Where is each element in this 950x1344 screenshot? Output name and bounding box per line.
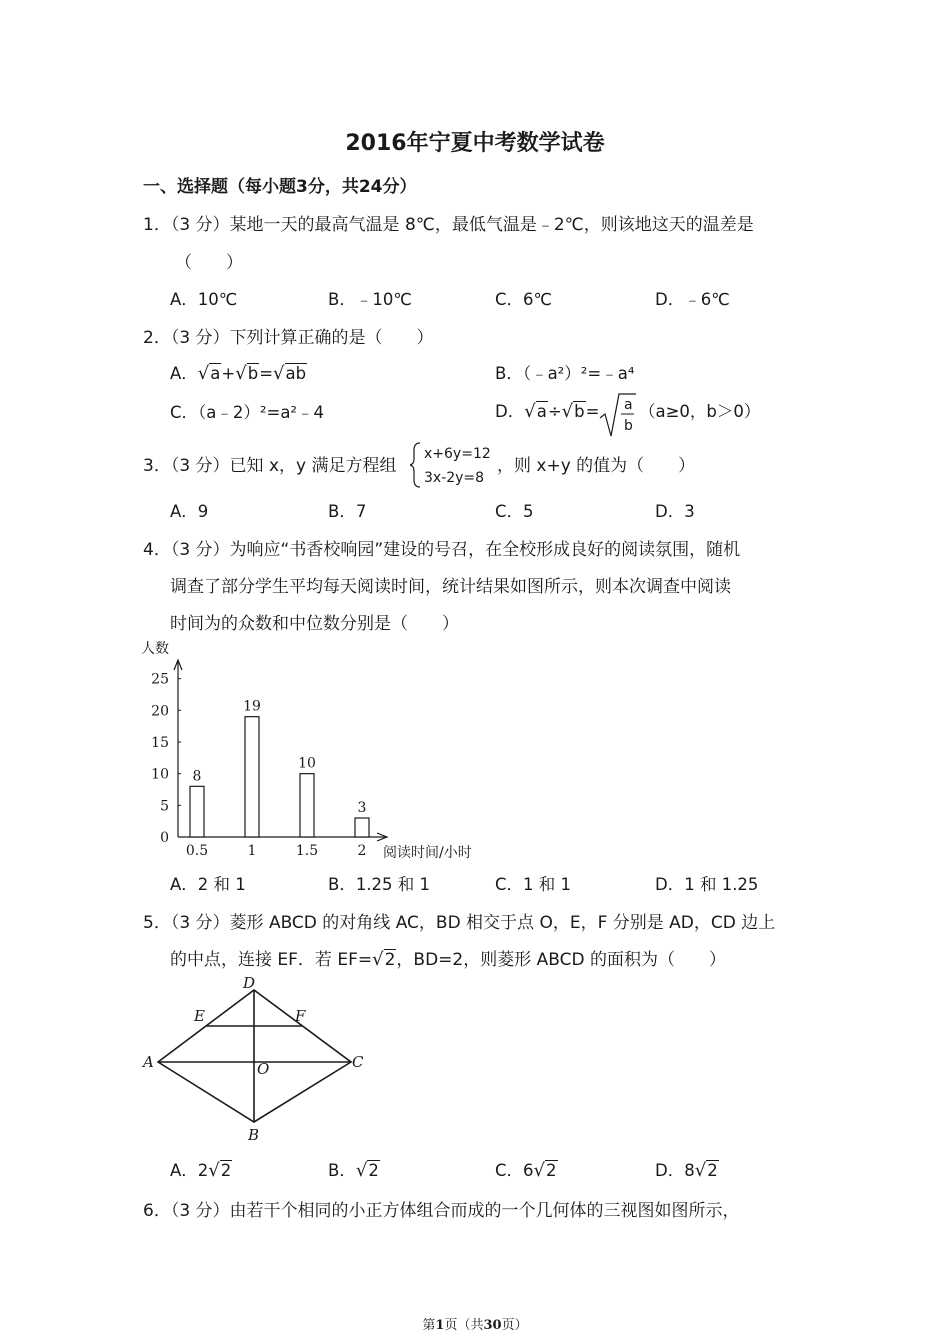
sqrt-symbol: √a — [524, 401, 547, 422]
label-f: F — [295, 1007, 306, 1025]
radicand: 2 — [707, 1161, 718, 1180]
footer-page-number: 1 — [435, 1318, 445, 1333]
q3-stem: 3．（3 分）已知 x，y 满足方程组 — [143, 456, 397, 476]
bar-value-label: 3 — [357, 800, 367, 816]
q5-option-d-label: D．8 — [655, 1161, 695, 1180]
y-axis-label: 人数 — [141, 641, 169, 657]
label-a: A — [143, 1053, 154, 1071]
sqrt-symbol: √2 — [694, 1160, 718, 1181]
sqrt-symbol: √2 — [355, 1160, 379, 1181]
footer-total-pages: 30 — [483, 1318, 502, 1333]
radicand: a — [536, 402, 547, 421]
sqrt-symbol: √2 — [533, 1160, 557, 1181]
fraction-numerator: a — [624, 397, 633, 413]
bar-value-label: 10 — [298, 755, 316, 772]
operator: + — [221, 364, 236, 383]
radicand: 2 — [368, 1161, 379, 1180]
q4-option-b: B．1.25 和 1 — [328, 875, 431, 894]
q5-option-a-label: A．2 — [170, 1161, 209, 1180]
q5-line-2-post: ，BD=2，则菱形 ABCD 的面积为（ ） — [396, 950, 726, 970]
q1-paren: （ ） — [175, 253, 243, 273]
q5-line-2-pre: 的中点，连接 EF．若 EF= — [170, 950, 373, 970]
q4-line-3: 时间为的众数和中位数分别是（ ） — [170, 614, 459, 634]
equation-1: x+6y=12 — [424, 446, 491, 462]
q2-option-a — [170, 360, 307, 384]
radicand: a — [210, 364, 221, 383]
equation-2: 3x-2y=8 — [424, 470, 485, 486]
sqrt-symbol: √a — [197, 363, 221, 384]
y-tick-label: 5 — [160, 798, 169, 815]
sqrt-symbol: √2 — [372, 949, 396, 970]
radicand: b — [247, 364, 259, 383]
q4-line-1: 4．（3 分）为响应“书香校响园”建设的号召，在全校形成良好的阅读氛围，随机 — [143, 540, 741, 560]
bar — [300, 774, 314, 837]
label-b: B — [248, 1126, 260, 1144]
x-tick-label: 1 — [247, 843, 257, 859]
y-tick-label: 15 — [151, 735, 169, 751]
left-brace — [410, 443, 420, 487]
q5-option-b — [328, 1157, 380, 1181]
operator: ÷ — [547, 402, 562, 421]
q5-option-b-label: B． — [328, 1161, 356, 1180]
q4-option-d: D．1 和 1.25 — [655, 875, 759, 894]
section-heading: 一、选择题（每小题3分，共24分） — [143, 177, 417, 197]
q4-option-c: C．1 和 1 — [495, 875, 572, 894]
y-tick-label: 10 — [151, 766, 169, 783]
q1-option-d: D．﹣6℃ — [655, 290, 730, 309]
radicand: 2 — [384, 950, 396, 970]
q3-option-b: B．7 — [328, 502, 367, 521]
label-o: O — [257, 1060, 270, 1078]
sqrt-symbol: √2 — [208, 1160, 232, 1181]
q1-stem: 1．（3 分）某地一天的最高气温是 8℃，最低气温是﹣2℃，则该地这天的温差是 — [143, 215, 754, 235]
bar-value-label: 8 — [192, 768, 202, 785]
radicand: ab — [285, 364, 307, 383]
q4-option-a: A．2 和 1 — [170, 875, 246, 894]
footer-pre: 第 — [422, 1318, 436, 1333]
q1-option-c: C．6℃ — [495, 290, 553, 309]
q1-option-b: B．﹣10℃ — [328, 290, 412, 309]
radicand: 2 — [220, 1161, 232, 1180]
label-d: D — [243, 976, 256, 992]
q3-option-a: A．9 — [170, 502, 209, 521]
label-c: C — [352, 1053, 364, 1071]
q3-stem-post: ，则 x+y 的值为（ ） — [497, 456, 696, 476]
q5-option-a — [170, 1157, 232, 1181]
q5-option-c — [495, 1157, 558, 1181]
x-axis-label: 阅读时间/小时 — [383, 845, 472, 861]
q3-equation-system — [410, 440, 510, 490]
q2-option-a-label: A． — [170, 364, 198, 383]
radicand: b — [574, 402, 585, 421]
rhombus-figure — [140, 976, 370, 1146]
y-tick-label: 0 — [160, 830, 169, 846]
q2-option-d — [495, 398, 599, 422]
sqrt-symbol: √b — [561, 401, 585, 422]
x-tick-label: 1.5 — [295, 843, 319, 859]
bar — [245, 717, 259, 837]
label-e: E — [194, 1007, 205, 1025]
q2-option-b: B．（﹣a²）²=﹣a⁴ — [495, 364, 635, 383]
q6-stem: 6．（3 分）由若干个相同的小正方体组合而成的一个几何体的三视图如图所示， — [143, 1201, 740, 1221]
q2-option-d-sqrt-fraction — [598, 390, 638, 438]
q2-option-c: C．（a﹣2）²=a²﹣4 — [170, 403, 325, 422]
bar — [190, 786, 204, 837]
q1-option-a: A．10℃ — [170, 290, 238, 309]
q5-line-1: 5．（3 分）菱形 ABCD 的对角线 AC，BD 相交于点 O，E，F 分别是 AD，CD 边上 — [143, 913, 776, 933]
q3-option-c: C．5 — [495, 502, 534, 521]
q5-option-d — [655, 1157, 719, 1181]
footer-mid: 页（共 — [444, 1318, 484, 1333]
q2-option-d-label: D． — [495, 402, 525, 421]
y-tick-label: 25 — [151, 671, 169, 688]
x-tick-label: 2 — [357, 843, 367, 859]
operator: = — [259, 364, 274, 383]
sqrt-symbol: √ab — [273, 363, 307, 384]
x-tick-label: 0.5 — [185, 843, 209, 859]
sqrt-symbol: √b — [235, 363, 259, 384]
q3-option-d: D．3 — [655, 502, 695, 521]
bar — [355, 818, 369, 837]
bar-chart — [135, 636, 505, 866]
bar-value-label: 19 — [243, 698, 261, 715]
radicand: 2 — [546, 1161, 557, 1180]
q2-option-d-condition: （a≥0，b＞0） — [639, 402, 761, 421]
q5-line-2 — [170, 945, 726, 970]
page-footer — [0, 1314, 950, 1333]
q4-line-2: 调查了部分学生平均每天阅读时间，统计结果如图所示，则本次调查中阅读 — [170, 577, 731, 597]
footer-post: 页） — [501, 1318, 528, 1333]
y-tick-label: 20 — [151, 703, 169, 720]
fraction-denominator: b — [624, 418, 633, 434]
page-title: 2016年宁夏中考数学试卷 — [345, 131, 605, 156]
q5-option-c-label: C．6 — [495, 1161, 534, 1180]
q2-stem: 2．（3 分）下列计算正确的是（ ） — [143, 328, 434, 348]
operator: = — [585, 402, 600, 421]
